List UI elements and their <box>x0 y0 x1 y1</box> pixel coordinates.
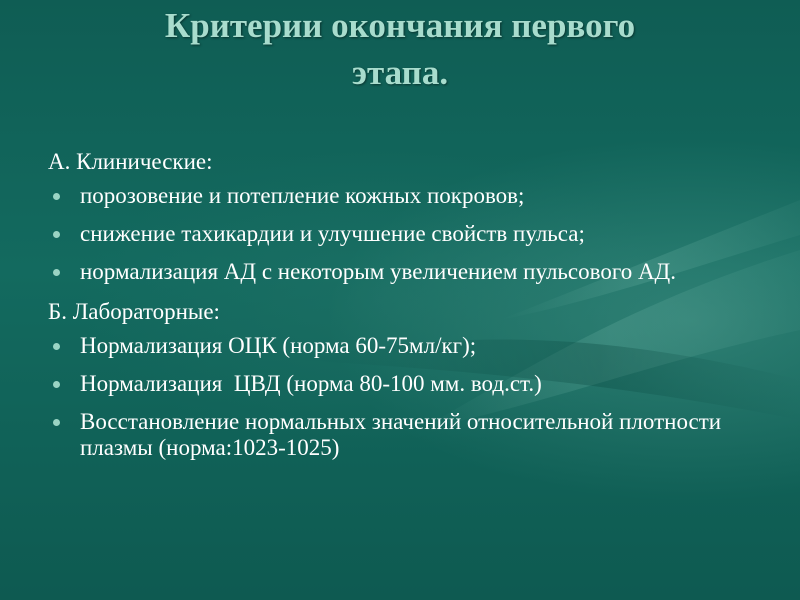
slide-title-line-1: Критерии окончания первого <box>164 6 636 45</box>
bullet-dot-icon <box>53 343 60 350</box>
list-item <box>48 183 778 209</box>
bullet-dot-icon <box>53 193 60 200</box>
list-item-text: порозовение и потепление кожных покровов; <box>80 183 525 208</box>
bullet-dot-icon <box>53 269 60 276</box>
slide-title <box>40 2 760 96</box>
slide-title-line-2: этапа. <box>351 53 449 92</box>
list-item <box>48 221 778 247</box>
bullet-dot-icon <box>53 381 60 388</box>
bullet-dot-icon <box>53 419 60 426</box>
slide-content <box>48 149 778 473</box>
section-a-heading: А. Клинические: <box>48 149 213 174</box>
list-item <box>48 371 778 397</box>
list-item-text: Восстановление нормальных значений относительной плотности плазмы (норма:1023-1025) <box>80 409 722 460</box>
list-item <box>48 259 778 285</box>
section-b-list <box>48 333 778 461</box>
section-a-list <box>48 183 778 285</box>
list-item-text: Нормализация ЦВД (норма 80-100 мм. вод.ст.) <box>80 371 542 396</box>
section-b-heading: Б. Лабораторные: <box>48 299 220 324</box>
bullet-dot-icon <box>53 231 60 238</box>
list-item-text: Нормализация ОЦК (норма 60-75мл/кг); <box>80 333 477 358</box>
list-item <box>48 409 778 461</box>
list-item <box>48 333 778 359</box>
list-item-text: снижение тахикардии и улучшение свойств пульса; <box>80 221 585 246</box>
list-item-text: нормализация АД с некоторым увеличением пульсового АД. <box>80 259 676 284</box>
